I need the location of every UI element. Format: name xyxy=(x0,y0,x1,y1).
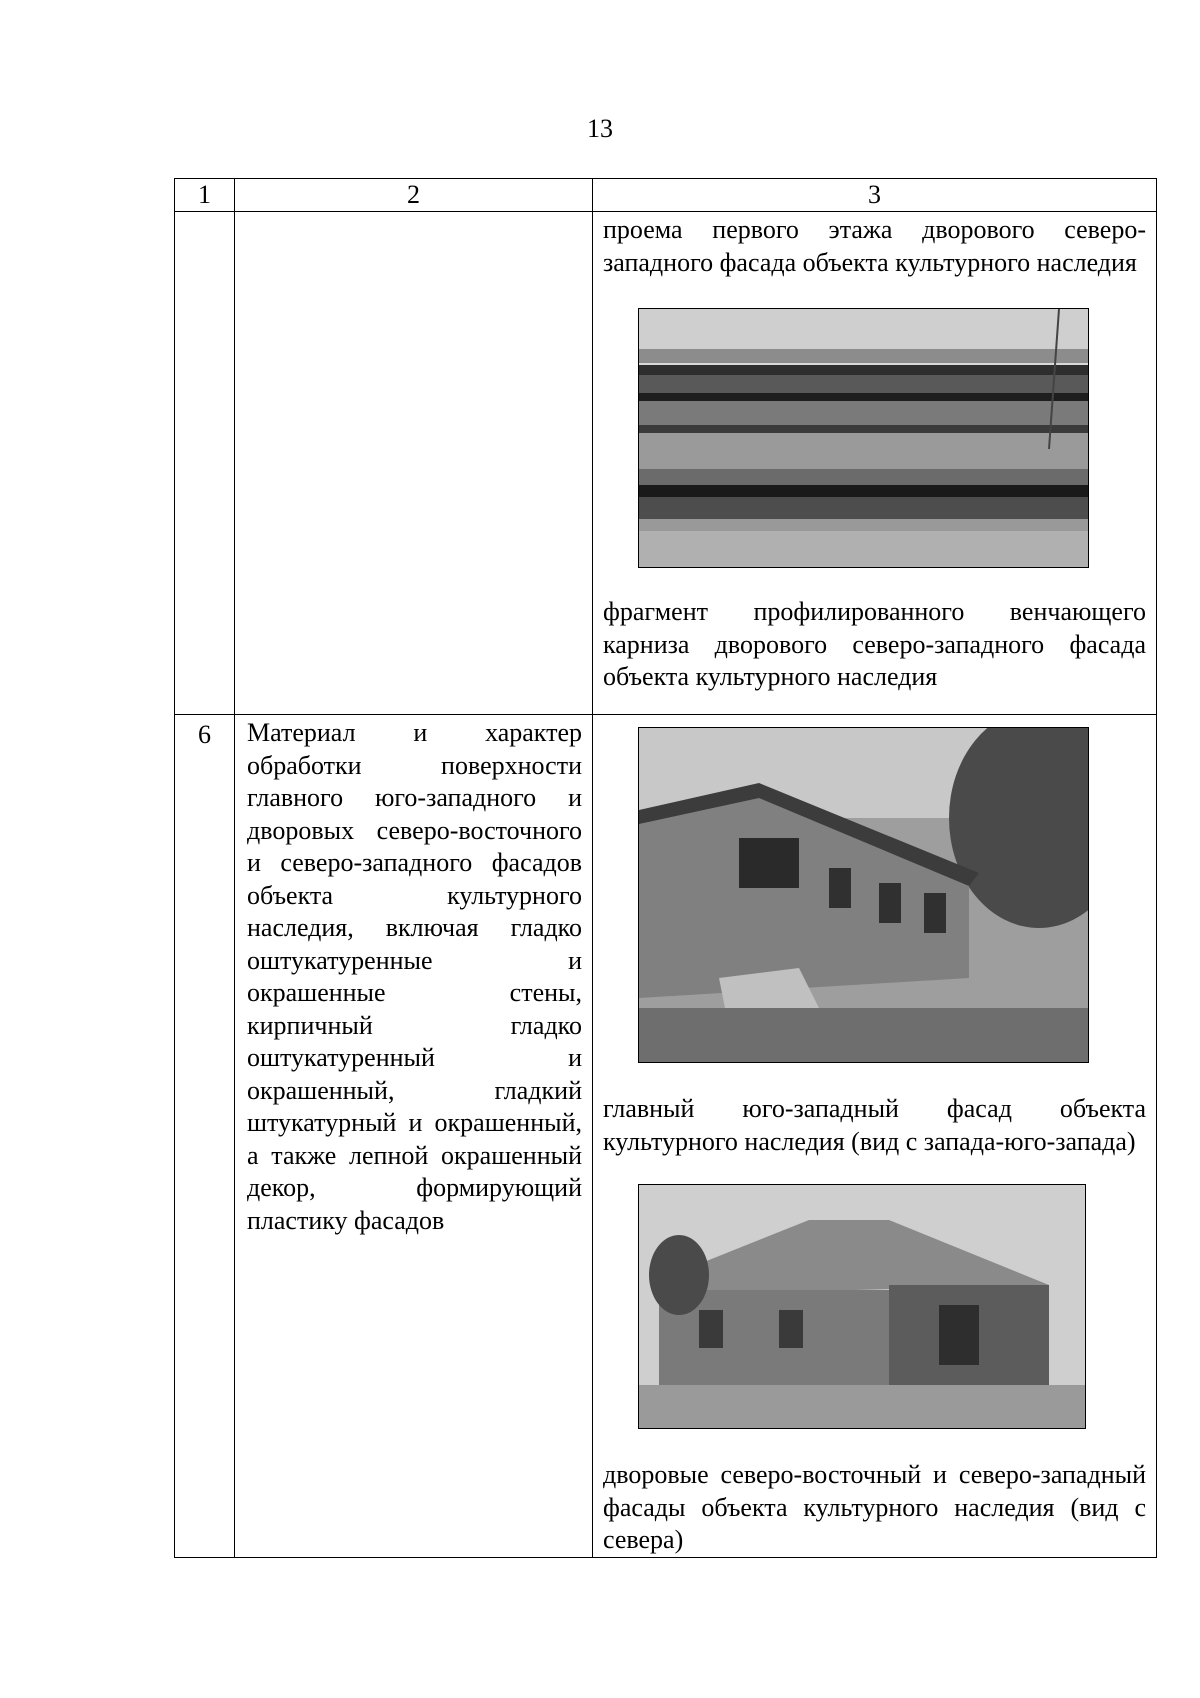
row-6-description: Материал и характер обработки поверхности главного юго-западного и дворовых северо-восточного и северо-западного фасадов объекта культурного наследия, включая гладко оштукатуренные и окрашенные стены, кирпичный гладко оштукатуренный и окрашенный, гладкий штукатурный и окрашенный, а также лепной окрашенный декор, формирующий пластику фасадов xyxy=(235,715,593,1558)
row-continued-col3 xyxy=(593,212,1157,715)
table-header-row xyxy=(175,179,1157,212)
north-view-caption: дворовые северо-восточный и северо-западный фасады объекта культурного наследия (вид с севера) xyxy=(603,1460,1146,1554)
southwest-facade-photo xyxy=(638,727,1089,1063)
southwest-facade-caption: главный юго-западный фасад объекта культурного наследия (вид с запада-юго-запада) xyxy=(603,1094,1146,1156)
north-view-facades-photo xyxy=(638,1184,1086,1429)
row-6-number: 6 xyxy=(175,715,235,1558)
header-col-3: 3 xyxy=(593,179,1157,212)
header-col-1: 1 xyxy=(175,179,235,212)
row-6-images xyxy=(593,715,1157,1558)
page-number: 13 xyxy=(587,114,613,143)
row-continued-col2 xyxy=(235,212,593,715)
cornice-fragment-photo xyxy=(638,308,1089,568)
row-continued-col1 xyxy=(175,212,235,715)
heritage-table xyxy=(174,178,1157,1558)
header-col-2: 2 xyxy=(235,179,593,212)
table-row-6 xyxy=(175,715,1157,1558)
continued-text: проема первого этажа дворового северо-западного фасада объекта культурного наследия xyxy=(603,215,1146,277)
cornice-caption: фрагмент профилированного венчающего карниза дворового северо-западного фасада объекта культурного наследия xyxy=(603,597,1146,691)
table-row-continued xyxy=(175,212,1157,715)
